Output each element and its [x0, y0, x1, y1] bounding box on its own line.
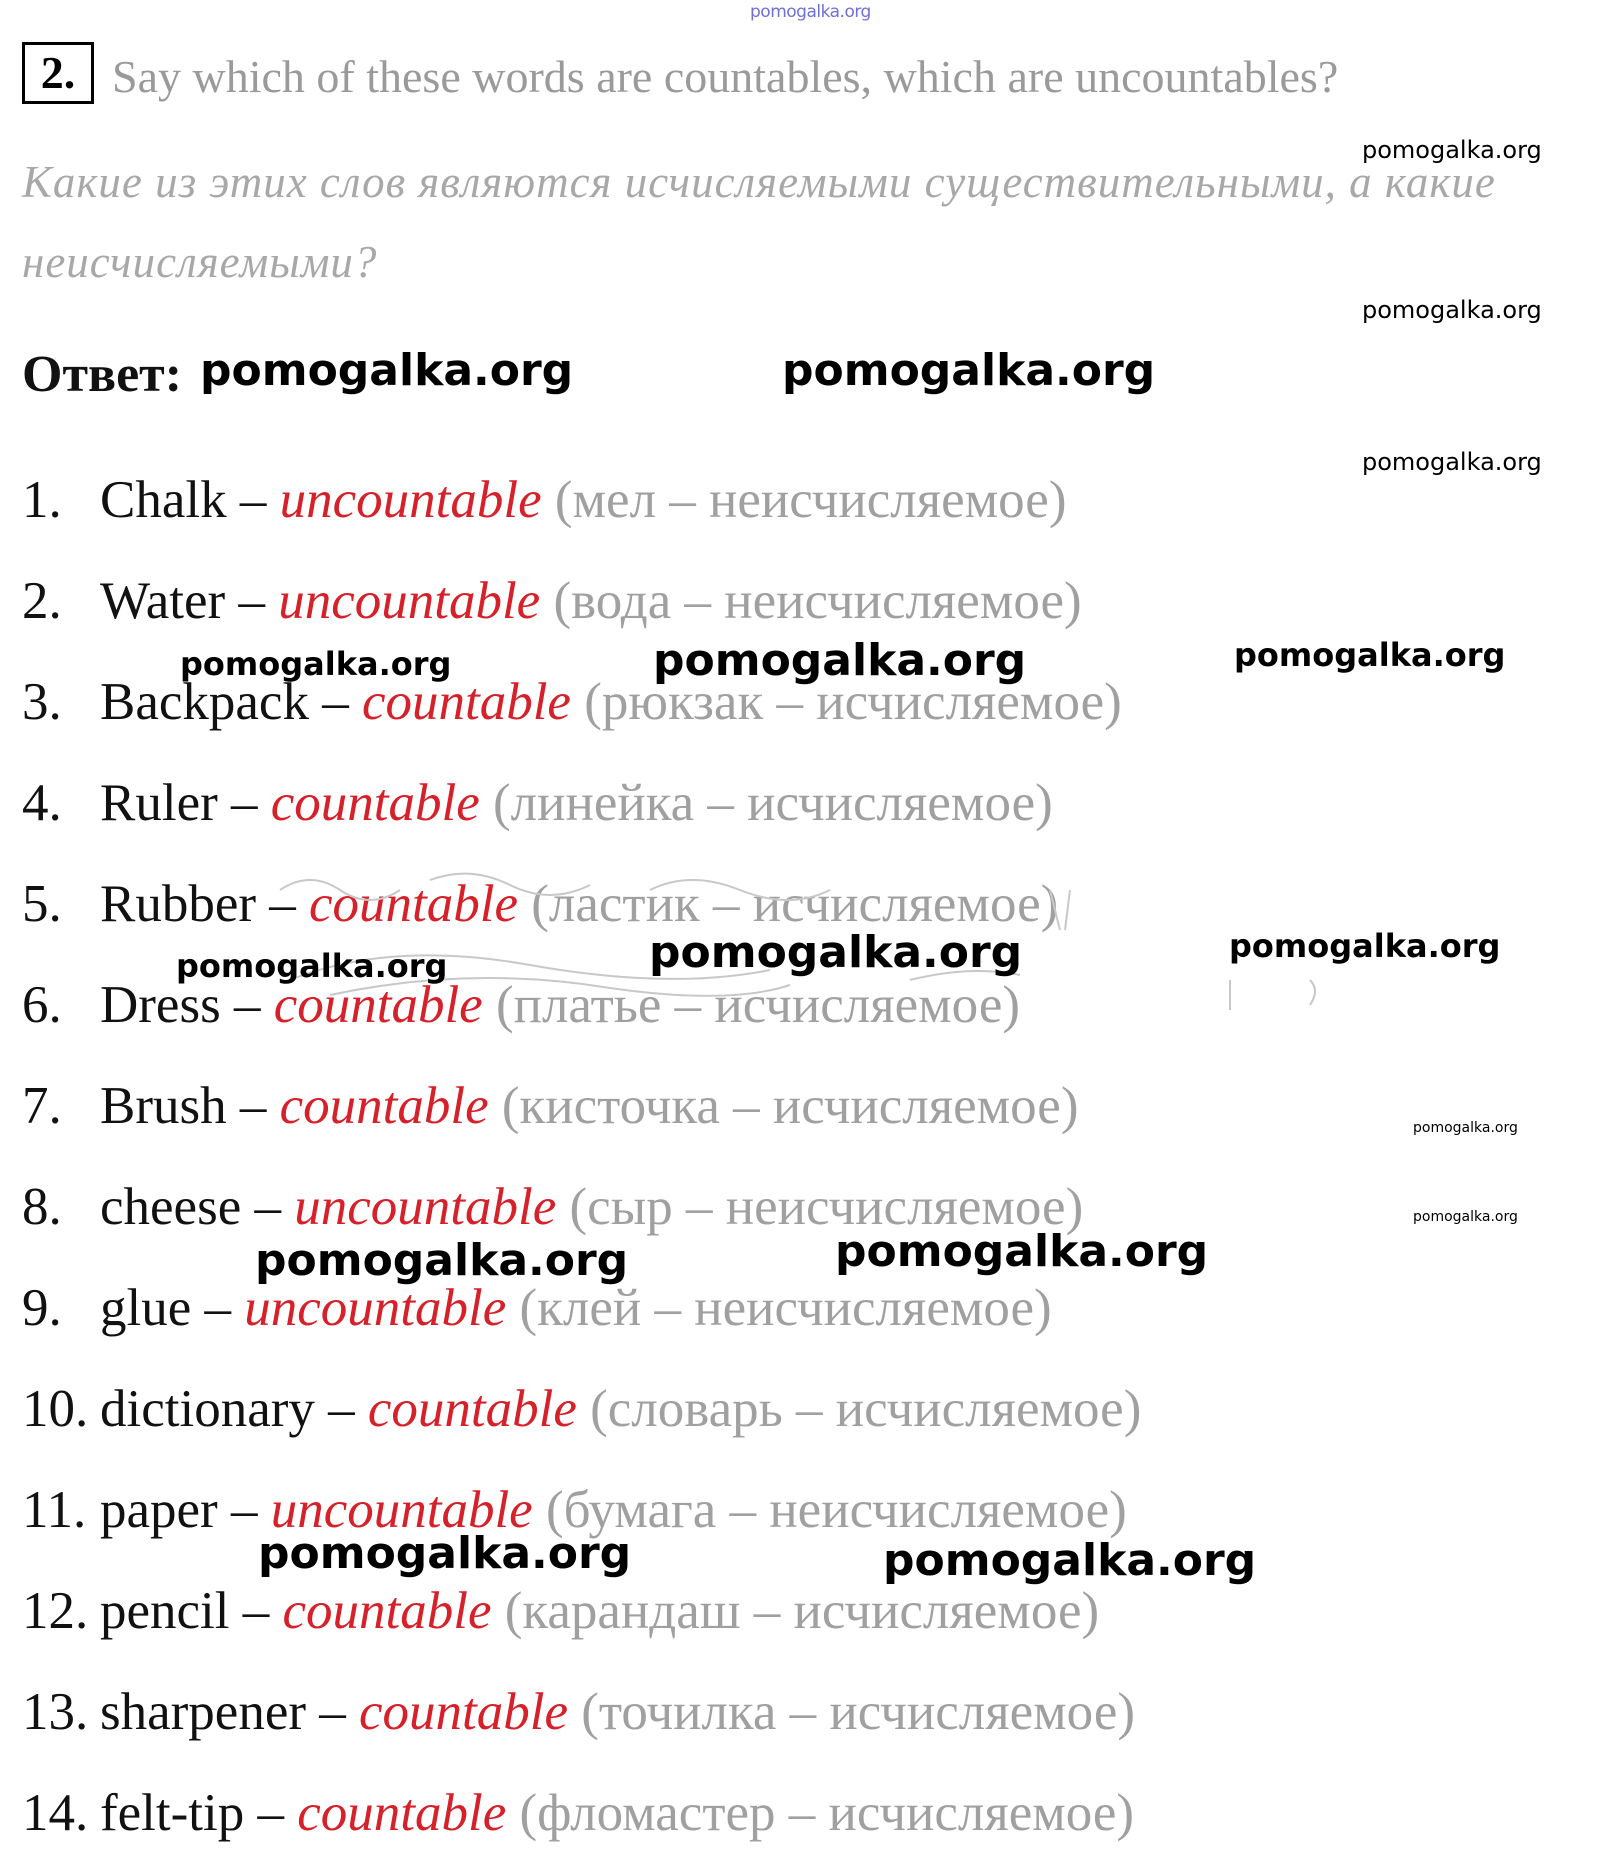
- answer-translation: (сыр – неисчисляемое): [569, 1178, 1084, 1236]
- watermark: pomogalka.org: [649, 927, 1023, 978]
- watermark: pomogalka.org: [883, 1535, 1257, 1586]
- answer-dash: –: [242, 1582, 270, 1640]
- answer-number: 4.: [22, 774, 62, 832]
- answer-word: Brush: [100, 1077, 227, 1135]
- answer-word: felt-tip: [100, 1784, 245, 1842]
- answer-word: Chalk: [100, 471, 227, 529]
- watermark: pomogalka.org: [1413, 1209, 1518, 1225]
- answer-number: 3.: [22, 673, 62, 731]
- answer-type: uncountable: [294, 1178, 557, 1236]
- watermark: pomogalka.org: [200, 345, 574, 396]
- watermark: pomogalka.org: [1362, 448, 1542, 476]
- answer-type: uncountable: [278, 572, 541, 630]
- answer-word: paper: [100, 1481, 218, 1539]
- watermark: pomogalka.org: [258, 1528, 632, 1579]
- answer-word: cheese: [100, 1178, 242, 1236]
- answer-translation: (карандаш – исчисляемое): [504, 1582, 1100, 1640]
- answer-dash: –: [239, 1077, 267, 1135]
- answer-dash: –: [231, 774, 258, 832]
- answer-translation: (словарь – исчисляемое): [590, 1380, 1142, 1438]
- answer-number: 1.: [22, 471, 62, 529]
- answer-row: [22, 1076, 1078, 1136]
- answer-number: 9.: [22, 1279, 62, 1337]
- answer-dash: –: [269, 875, 296, 933]
- answer-row: [22, 470, 1067, 530]
- answer-type: uncountable: [270, 1481, 533, 1539]
- answer-row: [22, 1379, 1141, 1439]
- watermark: pomogalka.org: [1362, 136, 1542, 164]
- watermark: pomogalka.org: [782, 345, 1156, 396]
- answer-number: 14.: [22, 1784, 89, 1842]
- answer-label: Ответ:: [22, 346, 183, 403]
- answer-row: [22, 1783, 1134, 1843]
- answer-type: countable: [273, 976, 483, 1034]
- answer-word: Dress: [100, 976, 221, 1034]
- answer-word: glue: [100, 1279, 192, 1337]
- task-instruction-russian: Какие из этих слов являются исчисляемыми существительными, а какие неисчисляемыми?: [22, 157, 1496, 287]
- answer-row: [22, 571, 1082, 631]
- answer-translation: (линейка – исчисляемое): [493, 774, 1053, 832]
- watermark: pomogalka.org: [180, 645, 452, 683]
- answer-word: Water: [100, 572, 226, 630]
- answer-word: pencil: [100, 1582, 230, 1640]
- answer-row: [22, 1278, 1052, 1338]
- answer-type: countable: [359, 1683, 568, 1741]
- answer-word: dictionary: [100, 1380, 315, 1438]
- answer-dash: –: [257, 1784, 284, 1842]
- watermark: pomogalka.org: [1362, 296, 1542, 324]
- answer-row: [22, 975, 1020, 1035]
- answer-number: 2.: [22, 572, 62, 630]
- task-number-box: 2.: [22, 42, 94, 104]
- answer-number: 13.: [22, 1683, 89, 1741]
- answer-row: [22, 1682, 1135, 1742]
- answer-number: 10.: [22, 1380, 89, 1438]
- answer-number: 8.: [22, 1178, 62, 1236]
- answer-type: countable: [361, 673, 571, 731]
- answer-type: countable: [367, 1380, 577, 1438]
- watermark: pomogalka.org: [835, 1226, 1209, 1277]
- answer-dash: –: [204, 1279, 231, 1337]
- answer-number: 12.: [22, 1582, 89, 1640]
- answer-dash: –: [230, 1481, 258, 1539]
- answer-type: uncountable: [244, 1279, 507, 1337]
- answer-translation: (платье – исчисляемое): [495, 976, 1021, 1034]
- answer-translation: (фломастер – исчисляемое): [519, 1784, 1135, 1842]
- watermark: pomogalka.org: [176, 947, 448, 985]
- answer-word: Backpack: [100, 673, 309, 731]
- watermark: pomogalka.org: [1234, 636, 1506, 674]
- answer-number: 6.: [22, 976, 62, 1034]
- answer-dash: –: [319, 1683, 346, 1741]
- answer-number: 11.: [22, 1481, 87, 1539]
- answer-type: countable: [270, 774, 480, 832]
- watermark: pomogalka.org: [255, 1235, 629, 1286]
- answer-type: countable: [279, 1077, 489, 1135]
- answer-translation: (ластик – исчисляемое): [531, 875, 1059, 933]
- task-instruction-english: Say which of these words are countables, which are uncountables?: [112, 51, 1339, 102]
- answer-translation: (точилка – исчисляемое): [581, 1683, 1136, 1741]
- answer-word: Ruler: [100, 774, 218, 832]
- watermark: pomogalka.org: [1229, 927, 1501, 965]
- answer-type: uncountable: [279, 471, 542, 529]
- answer-row: [22, 1581, 1099, 1641]
- top-watermark: pomogalka.org: [750, 2, 871, 22]
- watermark: pomogalka.org: [653, 635, 1027, 686]
- answer-translation: (вода – неисчисляемое): [553, 572, 1082, 630]
- answer-number: 5.: [22, 875, 62, 933]
- answer-dash: –: [233, 976, 261, 1034]
- answer-translation: (кисточка – исчисляемое): [501, 1077, 1079, 1135]
- answer-word: sharpener: [100, 1683, 306, 1741]
- answer-number: 7.: [22, 1077, 62, 1135]
- watermark: pomogalka.org: [1413, 1120, 1518, 1136]
- answer-dash: –: [239, 471, 267, 529]
- answer-type: countable: [282, 1582, 492, 1640]
- answer-dash: –: [328, 1380, 355, 1438]
- answer-translation: (рюкзак – исчисляемое): [584, 673, 1122, 731]
- answer-type: countable: [309, 875, 519, 933]
- answer-type: countable: [297, 1784, 507, 1842]
- answer-word: Rubber: [100, 875, 257, 933]
- answer-dash: –: [322, 673, 349, 731]
- answer-translation: (бумага – неисчисляемое): [545, 1481, 1127, 1539]
- answer-row: [22, 773, 1053, 833]
- answer-row: [22, 874, 1058, 934]
- answer-translation: (клей – неисчисляемое): [519, 1279, 1052, 1337]
- answer-dash: –: [254, 1178, 281, 1236]
- answer-dash: –: [238, 572, 265, 630]
- answer-translation: (мел – неисчисляемое): [554, 471, 1067, 529]
